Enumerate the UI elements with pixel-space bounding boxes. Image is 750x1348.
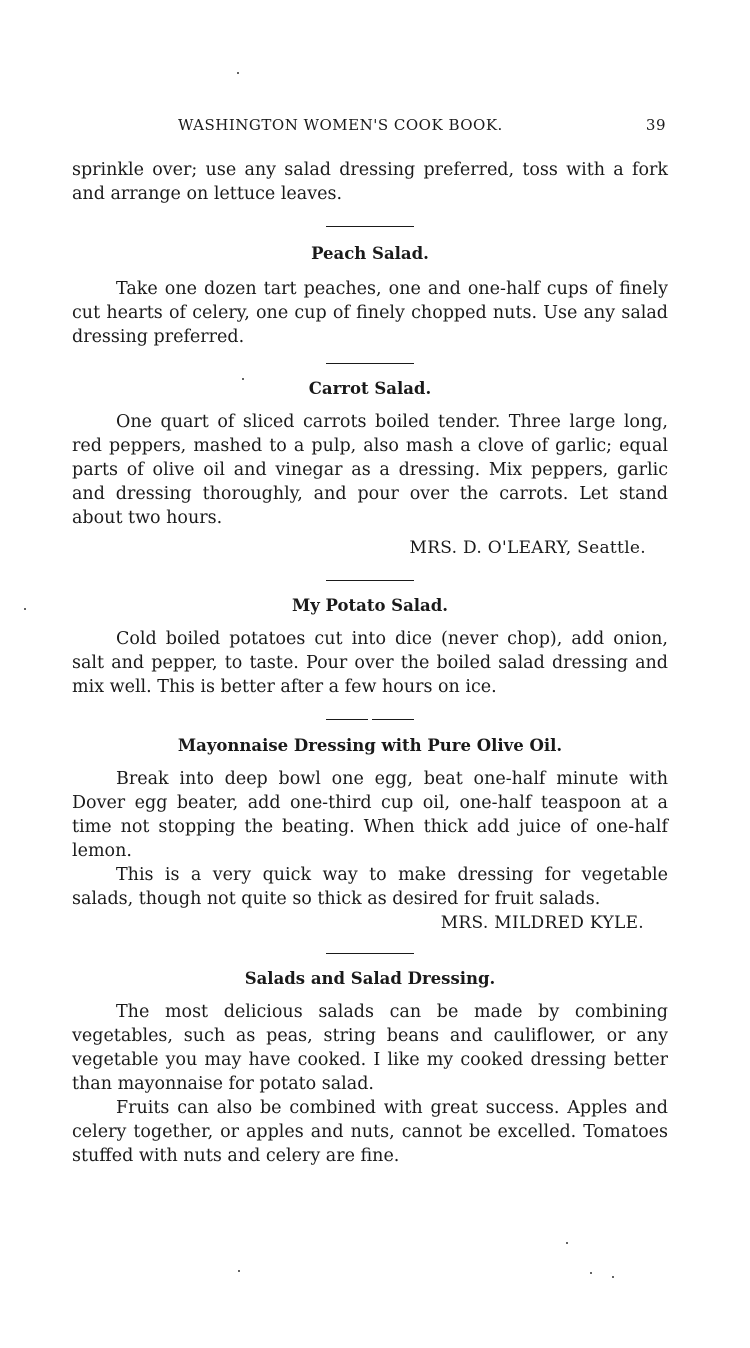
- mayonnaise-body: Break into deep bowl one egg, beat one-half minute with Dover egg beater, add one-third cup oil, one-half teaspoon at a time not stopping the beating. When thick add juice of one-half lemon.: [72, 769, 668, 861]
- scan-speck: [238, 1270, 240, 1272]
- page-header: [72, 116, 668, 138]
- scan-speck: [242, 378, 244, 380]
- scan-speck: [590, 1272, 592, 1274]
- mayonnaise-signature: MRS. MILDRED KYLE.: [440, 913, 644, 933]
- peach-salad-title: Peach Salad.: [311, 244, 429, 263]
- peach-salad-body: Take one dozen tart peaches, one and one-half cups of finely cut hearts of celery, one cup of finely chopped nuts. Use any salad dressing preferred.: [72, 279, 668, 347]
- salads-dressing-note: Fruits can also be combined with great success. Apples and celery together, or apples and nuts, cannot be excelled. Tomatoes stuffed with nuts and celery are fine.: [72, 1098, 668, 1166]
- intro-paragraph: sprinkle over; use any salad dressing preferred, toss with a fork and arrange on lettuce leaves.: [72, 160, 668, 204]
- scan-speck: [237, 72, 239, 74]
- potato-salad-body: Cold boiled potatoes cut into dice (never chop), add onion, salt and pepper, to taste. Pour over the boiled salad dressing and mix well. This is better after a few hours on ice.: [72, 629, 668, 697]
- carrot-salad-signature: MRS. D. O'LEARY, Seattle.: [409, 538, 646, 558]
- scan-speck: [612, 1276, 614, 1278]
- scan-speck: [566, 1242, 568, 1244]
- running-title: WASHINGTON WOMEN'S COOK BOOK.: [178, 116, 503, 134]
- page-content: [72, 158, 668, 1168]
- page-number: 39: [645, 116, 666, 134]
- carrot-salad-body: One quart of sliced carrots boiled tender. Three large long, red peppers, mashed to a pulp, also mash a clove of garlic; equal parts of olive oil and vinegar as a dressing. Mix peppers, garlic and dressing thoroughly, and pour over the carrots. Let stand about two hours.: [72, 412, 668, 528]
- mayonnaise-note: This is a very quick way to make dressing for vegetable salads, though not quite so thick as desired for fruit salads.: [72, 865, 668, 909]
- salads-dressing-body: The most delicious salads can be made by combining vegetables, such as peas, string beans and cauliflower, or any vegetable you may have cooked. I like my cooked dressing better than mayonnaise for potato salad.: [72, 1002, 668, 1094]
- mayonnaise-title: Mayonnaise Dressing with Pure Olive Oil.: [177, 736, 563, 755]
- salads-dressing-title: Salads and Salad Dressing.: [244, 969, 496, 988]
- scan-speck: [24, 608, 26, 610]
- carrot-salad-title: Carrot Salad.: [308, 379, 432, 398]
- potato-salad-title: My Potato Salad.: [291, 596, 449, 615]
